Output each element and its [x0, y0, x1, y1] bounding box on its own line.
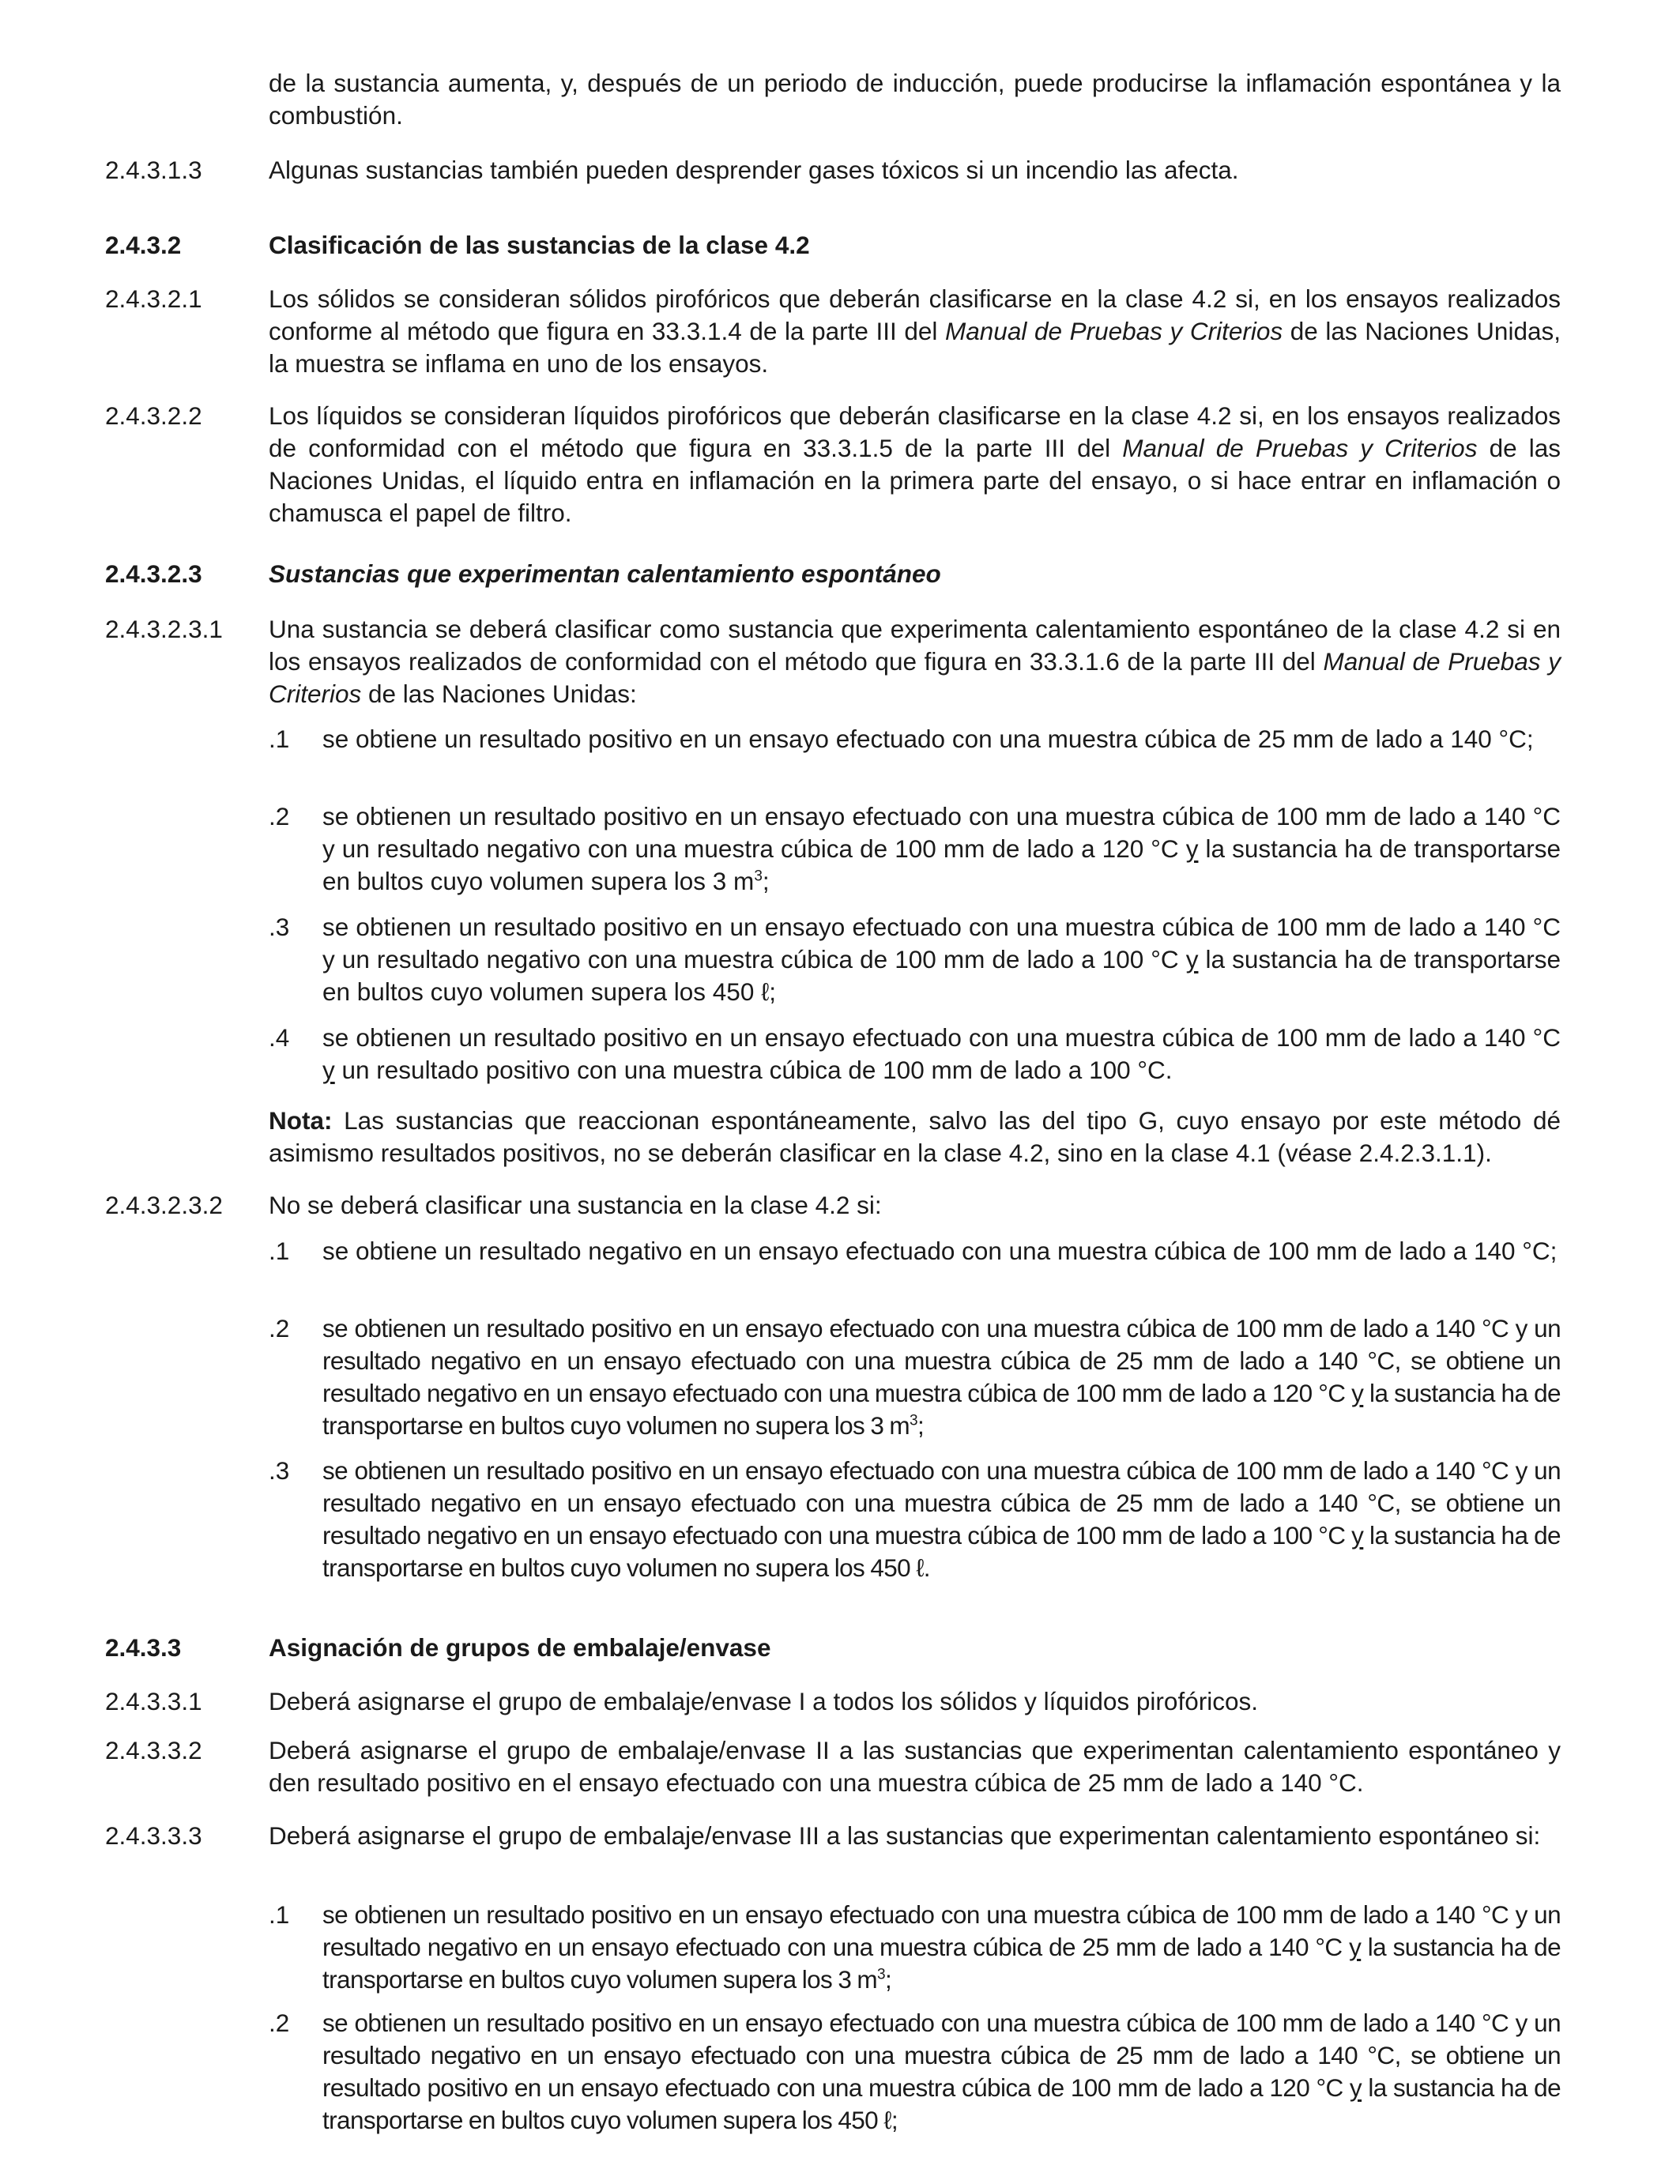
note-label: Nota:	[269, 1106, 333, 1135]
section-heading: Asignación de grupos de embalaje/envase	[269, 1633, 771, 1662]
manual-title: Manual de Pruebas y Criterios	[269, 647, 1561, 708]
underlined-y: y	[1185, 834, 1199, 863]
item-number: .1	[269, 725, 290, 753]
item-text: un resultado positivo con una muestra cúbica de 100 mm de lado a 100 °C.	[334, 1056, 1173, 1084]
item-text: se obtienen un resultado positivo en un ensayo efectuado con una muestra cúbica de 100 mm de lado a 140 °C y un resultado negativo con una muestra cúbica de 100 mm de lado a 100 °C	[322, 913, 1561, 973]
item-number: .3	[269, 913, 290, 941]
superscript: 3	[754, 868, 763, 885]
section-number: 2.4.3.2.3.2	[105, 1191, 223, 1219]
list-item: se obtiene un resultado positivo en un ensayo efectuado con una muestra cúbica de 25 mm de lado a 140 °C;	[322, 725, 1534, 753]
section-paragraph: Deberá asignarse el grupo de embalaje/envase III a las sustancias que experimentan calentamiento espontáneo si:	[269, 1821, 1541, 1850]
paragraph-text: de las Naciones Unidas, el líquido entra en inflamación en la primera parte del ensayo, o si hace entrar en inflamación o chamusca el papel de filtro.	[269, 434, 1561, 527]
paragraph-text: Los líquidos se consideran líquidos pirofóricos que deberán clasificarse en la clase 4.2 si, en los ensayos realizados de conformidad con el método que figura en 33.3.1.5 de la parte III del	[269, 401, 1561, 462]
section-heading: Sustancias que experimentan calentamiento espontáneo	[269, 559, 941, 588]
item-text: se obtienen un resultado positivo en un ensayo efectuado con una muestra cúbica de 100 mm de lado a 140 °C y un resultado negativo con una muestra cúbica de 100 mm de lado a 120 °C	[322, 802, 1561, 863]
item-text: la sustancia ha de transportarse en bultos cuyo volumen supera los 3 m	[322, 834, 1561, 895]
underlined-y: y	[1185, 945, 1199, 973]
item-text: ;	[762, 867, 770, 895]
section-number: 2.4.3.2.2	[105, 401, 202, 430]
superscript: 3	[910, 1412, 917, 1429]
item-number: .3	[269, 1456, 290, 1485]
item-number: .1	[269, 1237, 290, 1265]
section-paragraph	[269, 400, 1561, 529]
manual-title: Manual de Pruebas y Criterios	[945, 317, 1283, 345]
underlined-y: y	[1349, 2073, 1362, 2102]
item-text: se obtienen un resultado positivo en un ensayo efectuado con una muestra cúbica de 100 mm de lado a 140 °C	[322, 1023, 1561, 1052]
note-paragraph	[269, 1105, 1561, 1169]
list-item	[322, 911, 1561, 1008]
section-heading: Clasificación de las sustancias de la clase 4.2	[269, 231, 810, 259]
section-number: 2.4.3.3.1	[105, 1687, 202, 1715]
item-text: ;	[917, 1411, 925, 1440]
item-text: se obtienen un resultado positivo en un ensayo efectuado con una muestra cúbica de 100 mm de lado a 140 °C y un resultado negativo en un ensayo efectuado con una muestra cúbica de 25 mm de lado a 140 °C, se obtiene un resultado positivo en un ensayo efectuado con una muestra cúbica de 100 mm de lado a 120 °C	[322, 2009, 1561, 2102]
item-number: .4	[269, 1023, 290, 1052]
section-paragraph: No se deberá clasificar una sustancia en la clase 4.2 si:	[269, 1191, 882, 1219]
item-text: se obtienen un resultado positivo en un ensayo efectuado con una muestra cúbica de 100 mm de lado a 140 °C y un resultado negativo en un ensayo efectuado con una muestra cúbica de 25 mm de lado a 140 °C	[322, 1900, 1561, 1961]
underlined-y: y	[322, 1056, 335, 1084]
paragraph-text: de las Naciones Unidas:	[361, 680, 637, 708]
heading-number: 2.4.3.3	[105, 1633, 182, 1662]
intro-text: de la sustancia aumenta, y, después de un periodo de inducción, puede producirse la inflamación espontánea y la combustión.	[269, 69, 1561, 130]
paragraph-text: Los sólidos se consideran sólidos pirofóricos que deberán clasificarse en la clase 4.2 si, en los ensayos realizados conforme al método que figura en 33.3.1.4 de la parte III del	[269, 284, 1561, 345]
list-item	[322, 1022, 1561, 1086]
superscript: 3	[877, 1966, 886, 1983]
underlined-y: y	[1351, 1379, 1364, 1407]
list-item	[322, 800, 1561, 898]
underlined-y: y	[1351, 1521, 1364, 1550]
item-text: la sustancia ha de transportarse en bultos cuyo volumen no supera los 450 ℓ.	[322, 1521, 1561, 1582]
manual-title: Manual de Pruebas y Criterios	[1122, 434, 1478, 462]
section-paragraph: Deberá asignarse el grupo de embalaje/envase I a todos los sólidos y líquidos pirofóricos.	[269, 1687, 1258, 1715]
underlined-y: y	[1349, 1933, 1362, 1961]
item-text: se obtienen un resultado positivo en un ensayo efectuado con una muestra cúbica de 100 mm de lado a 140 °C y un resultado negativo en un ensayo efectuado con una muestra cúbica de 25 mm de lado a 140 °C, se obtiene un resultado negativo en un ensayo efectuado con una muestra cúbica de 100 mm de lado a 120 °C	[322, 1314, 1561, 1407]
item-number: .2	[269, 1314, 290, 1342]
section-paragraph: Algunas sustancias también pueden desprender gases tóxicos si un incendio las afecta.	[269, 156, 1239, 184]
item-text: se obtienen un resultado positivo en un ensayo efectuado con una muestra cúbica de 100 mm de lado a 140 °C y un resultado negativo en un ensayo efectuado con una muestra cúbica de 25 mm de lado a 140 °C, se obtiene un resultado negativo en un ensayo efectuado con una muestra cúbica de 100 mm de lado a 100 °C	[322, 1456, 1561, 1550]
item-number: .1	[269, 1900, 290, 1929]
section-number: 2.4.3.2.1	[105, 284, 202, 313]
list-item	[322, 1455, 1561, 1584]
list-item	[322, 2007, 1561, 2137]
heading-number: 2.4.3.2.3	[105, 559, 202, 588]
paragraph-text: de las Naciones Unidas, la muestra se inflama en uno de los ensayos.	[269, 317, 1561, 378]
item-text: la sustancia ha de transportarse en bultos cuyo volumen supera los 3 m	[322, 1933, 1561, 1994]
section-paragraph: Deberá asignarse el grupo de embalaje/envase II a las sustancias que experimentan calentamiento espontáneo y den resultado positivo en el ensayo efectuado con una muestra cúbica de 25 mm de lado a 140 °C.	[269, 1736, 1561, 1797]
item-number: .2	[269, 802, 290, 830]
heading-number: 2.4.3.2	[105, 231, 182, 259]
item-text: la sustancia ha de transportarse en bultos cuyo volumen supera los 450 ℓ;	[322, 945, 1561, 1006]
section-number: 2.4.3.1.3	[105, 156, 202, 184]
section-number: 2.4.3.3.2	[105, 1736, 202, 1764]
section-paragraph	[269, 283, 1561, 380]
list-item	[322, 1312, 1561, 1442]
section-number: 2.4.3.3.3	[105, 1821, 202, 1850]
list-item: se obtiene un resultado negativo en un ensayo efectuado con una muestra cúbica de 100 mm de lado a 140 °C;	[322, 1237, 1558, 1265]
item-number: .2	[269, 2009, 290, 2037]
item-text: la sustancia ha de transportarse en bultos cuyo volumen supera los 450 ℓ;	[322, 2073, 1561, 2134]
intro-paragraph	[269, 67, 1561, 132]
item-text: la sustancia ha de transportarse en bultos cuyo volumen no supera los 3 m	[322, 1379, 1561, 1440]
item-text: ;	[885, 1965, 892, 1994]
note-text: Las sustancias que reaccionan espontáneamente, salvo las del tipo G, cuyo ensayo por este método dé asimismo resultados positivos, no se deberán clasificar en la clase 4.2, sino en la clase 4.1 (véase 2.4.2.3.1.1).	[269, 1106, 1561, 1167]
paragraph-text: Una sustancia se deberá clasificar como sustancia que experimenta calentamiento espontáneo de la clase 4.2 si en los ensayos realizados de conformidad con el método que figura en 33.3.1.6 de la parte III del	[269, 615, 1561, 676]
section-paragraph	[269, 613, 1561, 710]
section-number: 2.4.3.2.3.1	[105, 615, 223, 643]
list-item	[322, 1899, 1561, 1996]
